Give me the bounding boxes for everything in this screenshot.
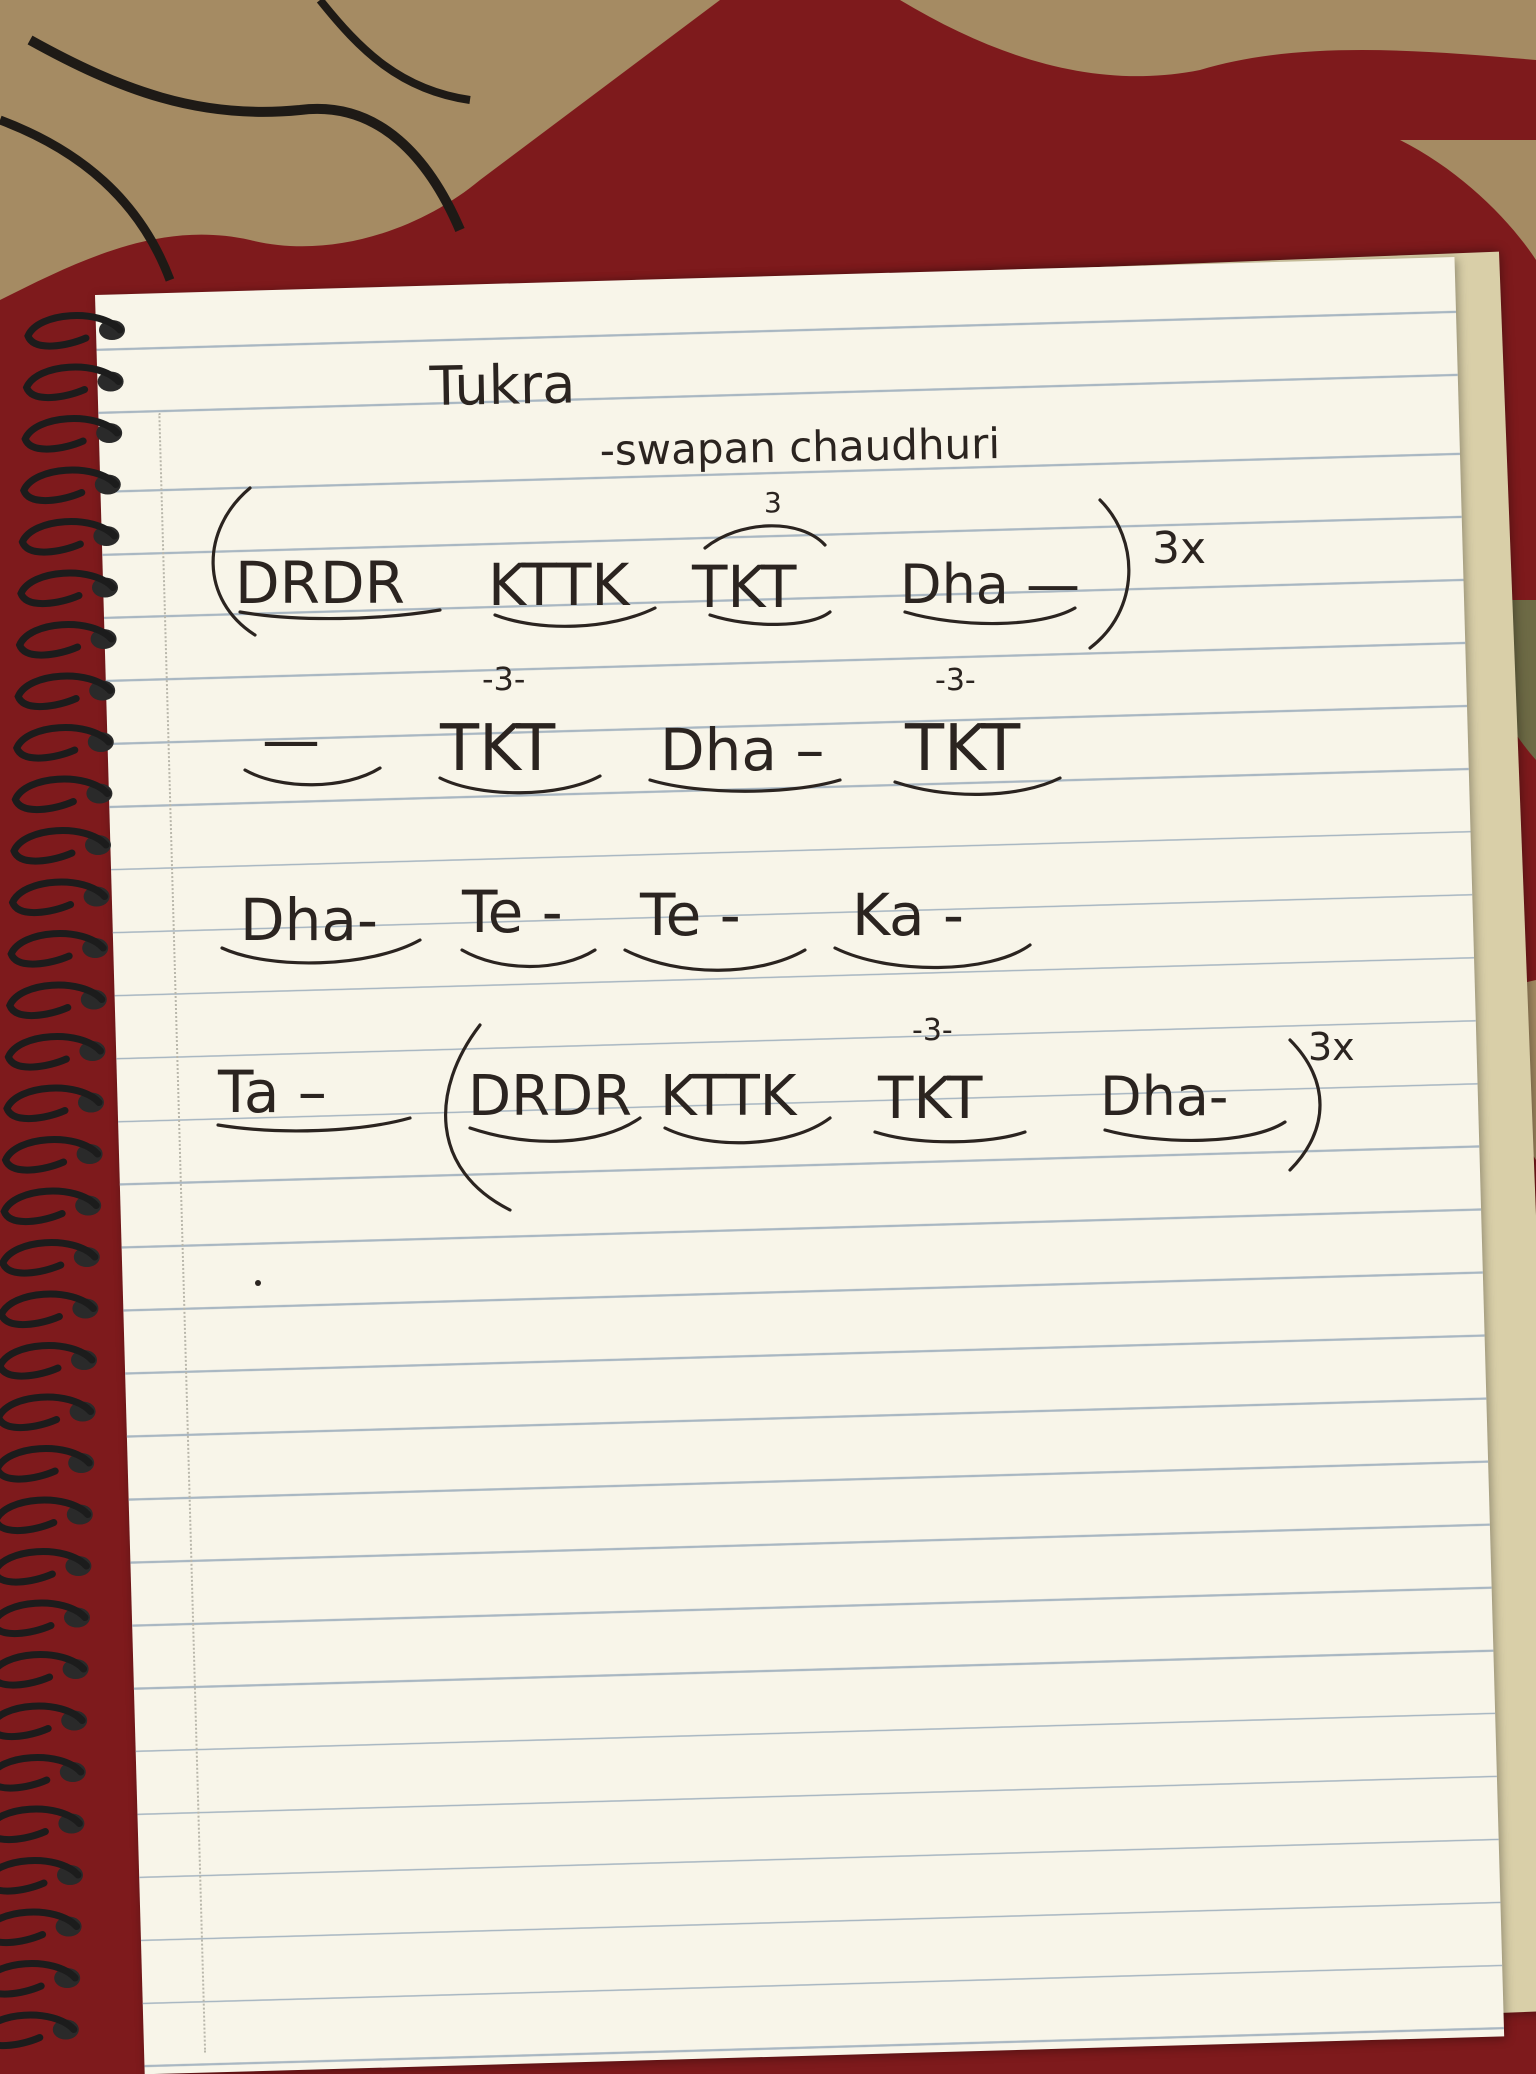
line4-triplet-mark: -3- <box>912 1013 953 1048</box>
line2-group-2: TKT <box>440 712 556 786</box>
line1-group-1: DRDR <box>235 549 405 617</box>
line3-group-2: Te - <box>462 878 563 946</box>
line4-prefix: Ta – <box>218 1058 327 1126</box>
line4-group-4: Dha- <box>1100 1065 1229 1128</box>
line2-group-4: TKT <box>905 712 1021 786</box>
line3-group-3: Te - <box>640 881 741 949</box>
line1-group-4: Dha — <box>900 553 1081 616</box>
line1-repeat: 3x <box>1152 523 1207 574</box>
line-2 <box>245 660 1060 794</box>
line4-group-2: KTTK <box>660 1064 797 1129</box>
title-text: Tukra <box>429 352 576 418</box>
line2-triplet-mark-1: -3- <box>482 660 526 698</box>
line-3 <box>222 878 1030 970</box>
line1-group-3: TKT <box>692 553 797 621</box>
pencil-dot <box>255 1280 261 1286</box>
line2-triplet-mark-2: -3- <box>935 663 976 698</box>
author-text: -swapan chaudhuri <box>599 419 1001 475</box>
line3-group-1: Dha- <box>240 886 378 954</box>
line1-group-2: KTTK <box>488 551 630 619</box>
line-4 <box>217 1013 1355 1210</box>
line2-group-3: Dha – <box>660 716 825 784</box>
line4-group-3: TKT <box>878 1064 983 1132</box>
line4-group-1: DRDR <box>468 1064 633 1129</box>
line4-repeat: 3x <box>1308 1025 1355 1069</box>
line-1 <box>213 486 1206 648</box>
line1-triplet-mark: 3 <box>764 486 782 519</box>
line3-group-4: Ka - <box>852 881 964 949</box>
line2-group-1: — <box>262 706 320 774</box>
